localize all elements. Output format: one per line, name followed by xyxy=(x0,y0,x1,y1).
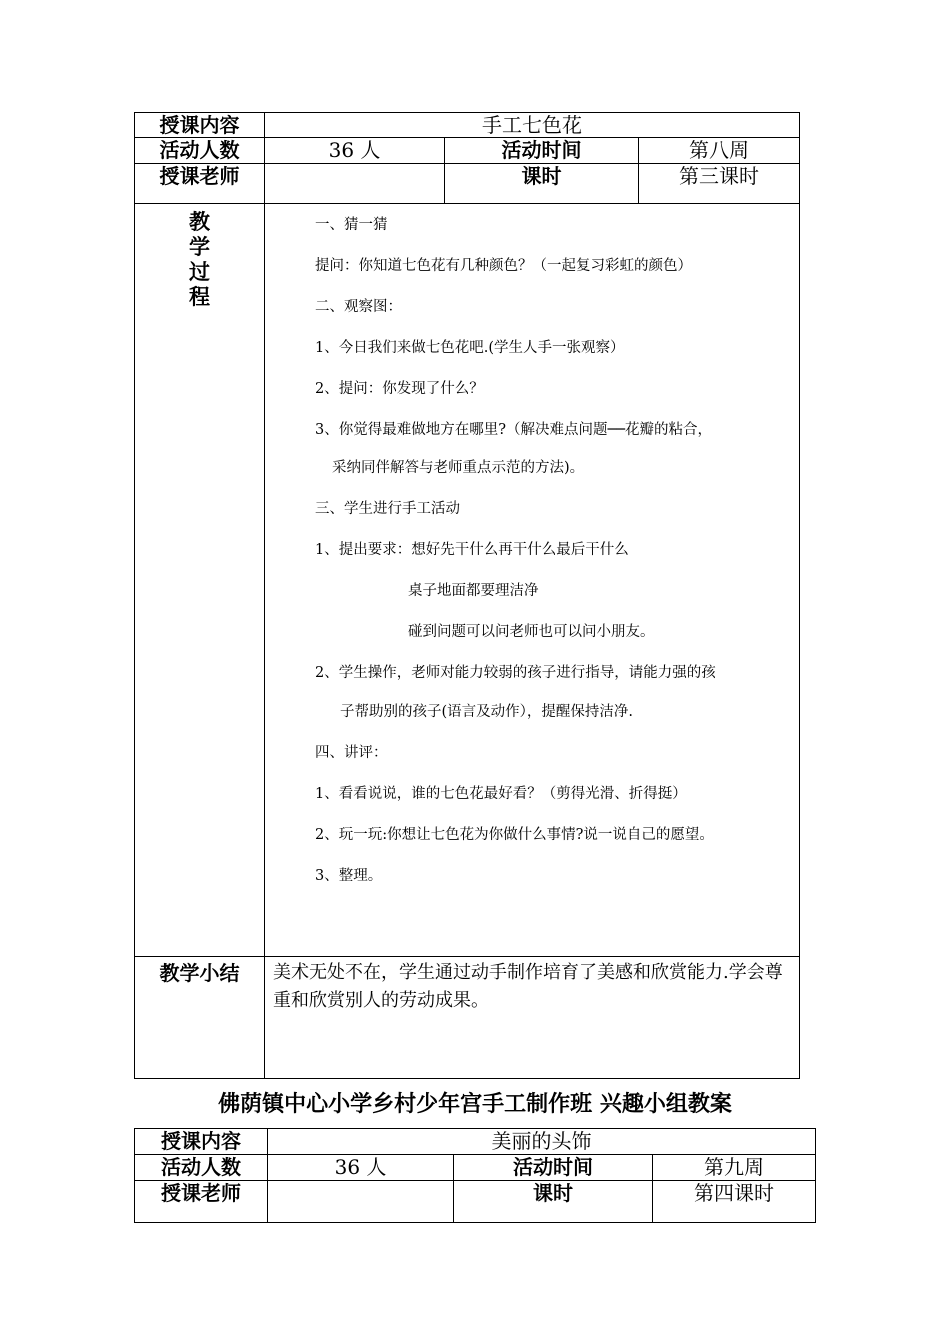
period-label: 课时 xyxy=(445,164,639,204)
content-label: 授课内容 xyxy=(135,113,265,138)
process-step: 桌子地面都要理洁净 xyxy=(408,583,539,599)
content-label: 授课内容 xyxy=(135,1129,268,1155)
content-value: 美丽的头饰 xyxy=(268,1129,816,1155)
period-value: 第三课时 xyxy=(639,164,800,204)
period-value: 第四课时 xyxy=(653,1181,816,1223)
period-label: 课时 xyxy=(454,1181,653,1223)
lesson-plan-table-1 xyxy=(134,112,800,1079)
process-step: 2、玩一玩:你想让七色花为你做什么事情?说一说自己的愿望。 xyxy=(315,827,714,843)
activity-time-label: 活动时间 xyxy=(454,1155,653,1181)
student-count-value: 36 人 xyxy=(265,138,445,164)
teaching-process-label xyxy=(135,204,265,957)
process-label-char: 教 xyxy=(189,210,210,234)
teacher-value xyxy=(268,1181,454,1223)
process-step: 三、学生进行手工活动 xyxy=(315,501,460,517)
student-count-label: 活动人数 xyxy=(135,138,265,164)
process-step: 一、猜一猜 xyxy=(315,217,388,233)
process-step: 二、观察图： xyxy=(315,299,402,315)
teaching-process-content xyxy=(265,204,800,957)
process-step: 子帮助别的孩子(语言及动作），提醒保持洁净. xyxy=(340,704,634,720)
process-step: 采纳同伴解答与老师重点示范的方法)。 xyxy=(332,460,585,476)
process-step: 提问：你知道七色花有几种颜色？（一起复习彩虹的颜色） xyxy=(315,258,692,274)
document-title: 佛荫镇中心小学乡村少年宫手工制作班 兴趣小组教案 xyxy=(218,1092,732,1117)
activity-time-value: 第九周 xyxy=(653,1155,816,1181)
activity-time-value: 第八周 xyxy=(639,138,800,164)
process-step: 2、学生操作，老师对能力较弱的孩子进行指导，请能力强的孩 xyxy=(315,665,716,681)
process-step: 碰到问题可以问老师也可以问小朋友。 xyxy=(408,624,655,640)
process-step: 3、你觉得最难做地方在哪里?（解决难点问题──花瓣的粘合， xyxy=(315,422,712,438)
teacher-label: 授课老师 xyxy=(135,1181,268,1223)
process-step: 1、今日我们来做七色花吧.(学生人手一张观察） xyxy=(315,340,625,356)
student-count-value: 36 人 xyxy=(268,1155,454,1181)
process-label-char: 过 xyxy=(189,260,210,284)
process-step: 3、整理。 xyxy=(315,868,383,884)
process-step: 1、看看说说，谁的七色花最好看？（剪得光滑、折得挺） xyxy=(315,786,687,802)
process-step: 1、提出要求：想好先干什么再干什么最后干什么 xyxy=(315,542,629,558)
activity-time-label: 活动时间 xyxy=(445,138,639,164)
student-count-label: 活动人数 xyxy=(135,1155,268,1181)
teacher-label: 授课老师 xyxy=(135,164,265,204)
teacher-value xyxy=(265,164,445,204)
content-value: 手工七色花 xyxy=(265,113,800,138)
process-label-char: 程 xyxy=(189,285,210,309)
process-step: 2、提问：你发现了什么？ xyxy=(315,381,484,397)
summary-text: 美术无处不在，学生通过动手制作培育了美感和欣赏能力.学会尊重和欣赏别人的劳动成果。 xyxy=(265,957,800,1079)
summary-label: 教学小结 xyxy=(135,957,265,1079)
lesson-plan-table-2 xyxy=(134,1128,816,1223)
process-step: 四、讲评： xyxy=(315,745,388,761)
process-label-char: 学 xyxy=(189,235,210,259)
